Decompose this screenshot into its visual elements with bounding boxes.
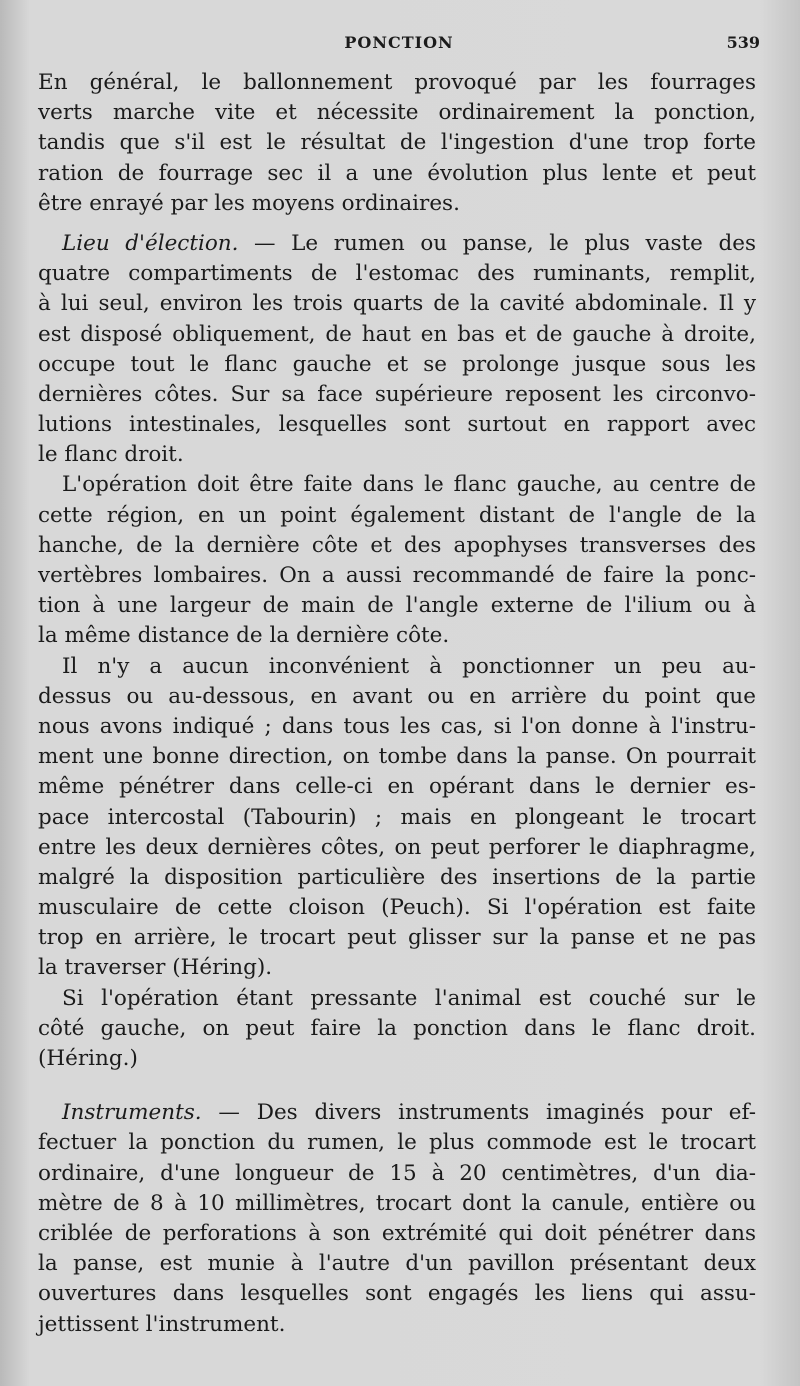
page-number: 539 — [726, 33, 760, 52]
heading-line-rest: — Des divers instruments imaginés pour ef- — [201, 1100, 756, 1126]
text-line: vertèbres lombaires. On a aussi recommandé de faire la ponc- — [38, 563, 756, 588]
text-line: dessus ou au-dessous, en avant ou en arrière du point que — [38, 683, 756, 709]
text-line: la traverser (Héring). — [38, 955, 273, 981]
paragraph-lieu-election — [38, 229, 756, 471]
text-line: occupe tout le flanc gauche et se prolonge jusque sous les — [38, 351, 756, 377]
text-line: ouvertures dans lesquelles sont engagés les liens qui assu- — [38, 1281, 756, 1307]
text-line: cette région, en un point également distant de l'angle de la — [38, 502, 756, 528]
body-text — [38, 68, 756, 1340]
text-line: verts marche vite et nécessite ordinairement la ponction, — [38, 100, 756, 126]
page-header — [38, 33, 760, 59]
text-line: ration de fourrage sec il a une évolution plus lente et peut — [38, 160, 756, 186]
paragraph-inconvenient — [38, 652, 756, 984]
paragraph-operation — [38, 470, 756, 651]
running-title: PONCTION — [344, 33, 454, 52]
text-line: criblée de perforations à son extrémité qui doit pénétrer dans — [38, 1220, 756, 1246]
text-line: musculaire de cette cloison (Peuch). Si l'opération est faite — [38, 895, 756, 921]
text-line: ordinaire, d'une longueur de 15 à 20 centimètres, d'un dia- — [38, 1160, 756, 1186]
text-line: pace intercostal (Tabourin) ; mais en plongeant le trocart — [38, 804, 756, 830]
text-line: (Héring.) — [38, 1046, 138, 1071]
text-line: trop en arrière, le trocart peut glisser sur la panse et ne pas — [38, 925, 756, 951]
text-line: Il n'y a aucun inconvénient à ponctionner un peu au- — [62, 653, 756, 679]
text-line: le flanc droit. — [38, 442, 184, 468]
paragraph-intro — [38, 68, 756, 219]
text-line: entre les deux dernières côtes, on peut perforer le diaphragme, — [38, 834, 756, 860]
text-line — [38, 229, 756, 259]
text-line: mètre de 8 à 10 millimètres, trocart dont la canule, entière ou — [38, 1190, 756, 1216]
text-line: ment une bonne direction, on tombe dans la panse. On pourrait — [38, 744, 756, 770]
paragraph-instruments — [38, 1098, 756, 1340]
text-line: est disposé obliquement, de haut en bas et de gauche à droite, — [38, 321, 756, 347]
text-line: dernières côtes. Sur sa face supérieure reposent les circonvo- — [38, 381, 756, 407]
text-line: la même distance de la dernière côte. — [38, 623, 450, 649]
text-line: Si l'opération étant pressante l'animal est couché sur le — [62, 985, 756, 1011]
text-line — [38, 1098, 756, 1128]
text-line: lutions intestinales, lesquelles sont surtout en rapport avec — [38, 412, 756, 438]
text-line: tandis que s'il est le résultat de l'ingestion d'une trop forte — [38, 130, 756, 156]
text-line: fectuer la ponction du rumen, le plus commode est le trocart — [38, 1130, 756, 1156]
heading-line-rest: — Le rumen ou panse, le plus vaste des — [238, 230, 756, 256]
text-line: à lui seul, environ les trois quarts de la cavité abdominale. Il y — [38, 291, 756, 317]
text-line: En général, le ballonnement provoqué par les fourrages — [38, 70, 756, 95]
text-line: tion à une largeur de main de l'angle externe de l'ilium ou à — [38, 593, 756, 619]
text-line: jettissent l'instrument. — [38, 1311, 286, 1337]
text-line: même pénétrer dans celle-ci en opérant dans le dernier es- — [38, 774, 756, 800]
text-line: malgré la disposition particulière des insertions de la partie — [38, 864, 756, 890]
text-line: L'opération doit être faite dans le flanc gauche, au centre de — [62, 472, 756, 498]
text-line: hanche, de la dernière côte et des apophyses transverses des — [38, 532, 756, 558]
section-heading-lieu-election: Lieu d'élection. — [62, 230, 239, 256]
text-line: côté gauche, on peut faire la ponction dans le flanc droit. — [38, 1015, 756, 1041]
text-line: être enrayé par les moyens ordinaires. — [38, 190, 460, 216]
text-line: quatre compartiments de l'estomac des ruminants, remplit, — [38, 261, 756, 287]
paragraph-cote-gauche — [38, 984, 756, 1075]
text-line: nous avons indiqué ; dans tous les cas, si l'on donne à l'instru- — [38, 713, 756, 739]
section-heading-instruments: Instruments. — [62, 1100, 202, 1126]
text-line: la panse, est munie à l'autre d'un pavillon présentant deux — [38, 1251, 756, 1277]
